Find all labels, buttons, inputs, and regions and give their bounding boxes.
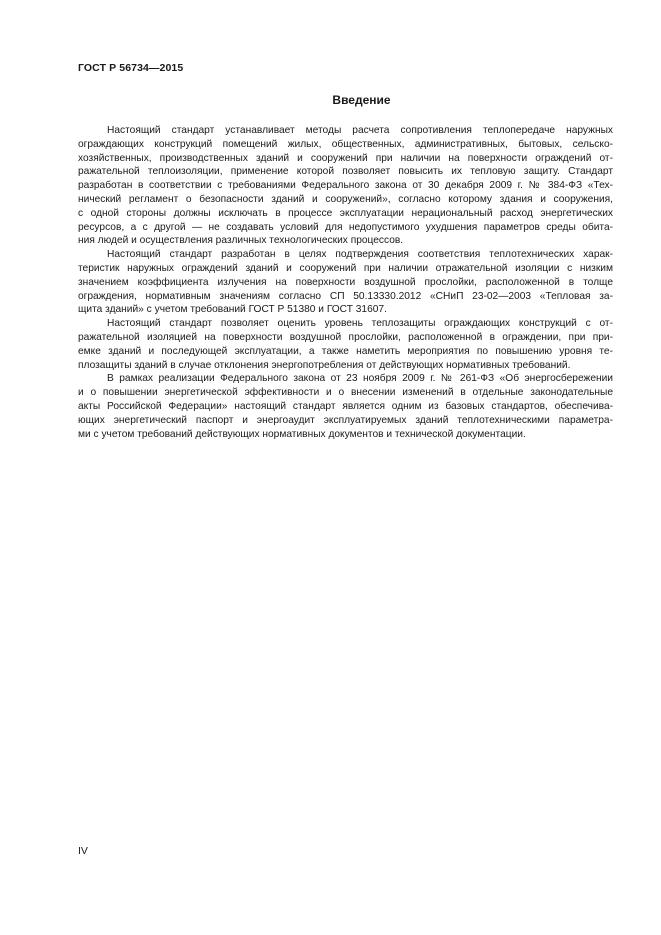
- paragraph-line: емке зданий и последующей эксплуатации, а также наметить мероприятия по повышению уровня те-: [78, 345, 613, 357]
- paragraph-line: В рамках реализации Федерального закона от 23 ноября 2009 г. № 261-ФЗ «Об энергосбережении: [107, 373, 613, 385]
- paragraph-line: ограждающих конструкций помещений жилых, общественных, административных, бытовых, сельско-: [78, 138, 613, 150]
- paragraph-line: ограждения, нормативным значениям согласно СП 50.13330.2012 «СНиП 23-02—2003 «Тепловая за-: [78, 290, 613, 302]
- paragraph-line: ющих энергетический паспорт и энергоаудит эксплуатируемых зданий теплотехническими параметра-: [78, 414, 613, 426]
- section-title: Введение: [332, 93, 391, 107]
- paragraph-line: нический регламент о безопасности зданий и сооружений», согласно которому здания и сооружения,: [78, 193, 613, 205]
- paragraph-line: с одной стороны должны исключать в процессе эксплуатации нерациональный расход энергетических: [78, 207, 613, 219]
- paragraph-line: щита зданий» с учетом требований ГОСТ Р 51380 и ГОСТ 31607.: [78, 304, 387, 316]
- paragraph-line: ресурсов, а с другой — не создавать условий для недопустимого ухудшения параметров среды обита-: [78, 221, 613, 233]
- paragraph: [78, 124, 613, 248]
- paragraph-line: хозяйственных, производственных зданий и сооружений при наличии на поверхности ограждений от-: [78, 152, 613, 164]
- standard-code-header: ГОСТ Р 56734—2015: [78, 62, 184, 74]
- paragraph: [78, 248, 613, 317]
- paragraph-line: разработан в соответствии с требованиями Федерального закона от 30 декабря 2009 г. № 384-ФЗ «Тех-: [78, 180, 613, 192]
- paragraph-line: плозащиты зданий в случае отклонения энергопотребления от действующих нормативных требований.: [78, 359, 571, 371]
- paragraph-line: ражательной изоляцией на поверхности воздушной прослойки, расположенной в ограждении, при при-: [78, 331, 613, 343]
- paragraph-line: значением коэффициента излучения на поверхности воздушной прослойки, расположенной в толще: [78, 276, 613, 288]
- paragraph-line: теристик наружных ограждений зданий и сооружений при наличии отражательной изоляции с низким: [78, 262, 613, 274]
- paragraph-line: ражательной теплоизоляции, применение которой позволяет повысить их тепловую защиту. Стандарт: [78, 166, 613, 178]
- paragraph-line: Настоящий стандарт устанавливает методы расчета сопротивления теплопередаче наружных: [107, 125, 613, 136]
- paragraph-line: Настоящий стандарт разработан в целях подтверждения соответствия теплотехнических харак-: [107, 249, 613, 261]
- paragraph-line: Настоящий стандарт позволяет оценить уровень теплозащиты ограждающих конструкций с от-: [107, 318, 613, 330]
- paragraph: [78, 317, 613, 372]
- page-number: IV: [78, 845, 88, 857]
- paragraph-line: и о повышении энергетической эффективности и о внесении изменений в отдельные законодательные: [78, 387, 613, 399]
- paragraph-line: ми с учетом требований действующих нормативных документов и технической документации.: [78, 428, 526, 440]
- paragraph: [78, 372, 613, 441]
- document-body: [78, 124, 613, 441]
- paragraph-line: акты Российской Федерации» настоящий стандарт является одним из базовых стандартов, обеспечива-: [78, 400, 613, 412]
- paragraph-line: ния людей и осуществления различных технологических процессов.: [78, 235, 404, 247]
